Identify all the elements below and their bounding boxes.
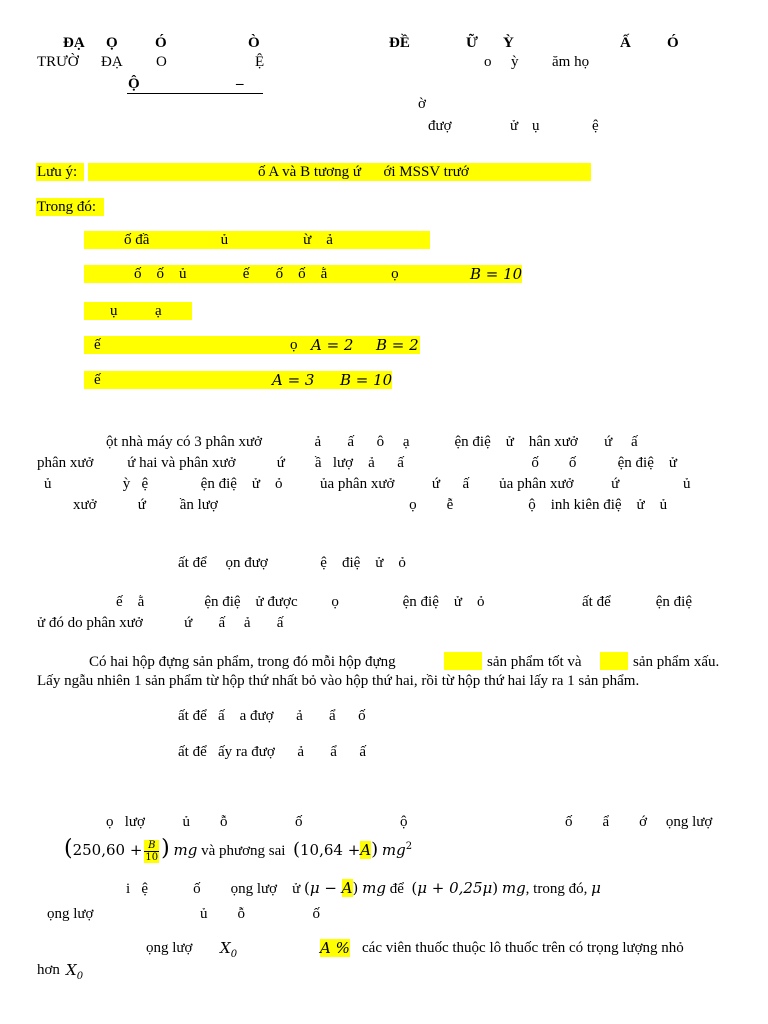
q3-math-hl: A % (320, 939, 350, 957)
q3-text: i ệ (126, 881, 149, 897)
q3-text: ọ lượ ủ ỗ ố ộ ố ẩ ớ ọng lượ (106, 814, 713, 830)
where-math: B = 10 (340, 371, 393, 389)
unit: mg (501, 879, 526, 897)
q3-text: các viên thuốc thuộc lô thuốc trên có trọng lượng nhỏ (362, 940, 684, 956)
q1-text: ủ ỳ ệ ện điệ ử ỏ ủa phân xưở ứ ấ ủa phân xưở ứ ủ (44, 476, 691, 492)
q2-text: sản phẩm xấu. (633, 654, 720, 670)
highlight (84, 336, 420, 354)
where-item: ố ố ủ ế ố ố ằ ọ (134, 266, 399, 282)
q3-text: ử (292, 881, 301, 897)
q1-part-a: ất để ọn đượ ệ điệ ử ỏ (178, 555, 406, 571)
header-text: Ệ (255, 54, 265, 70)
q3-text: ủ ỗ ố (200, 906, 320, 922)
header-text: Ỳ (503, 35, 514, 51)
where-label: Trong đó: (37, 199, 97, 215)
q1-text: xưở ứ ần lượ ọ ễ ộ inh kiên điệ ử ủ (73, 497, 668, 513)
q3-text: ọng lượ (230, 881, 278, 897)
q3-var: 10,64 + (300, 841, 361, 859)
where-math: B = 2 (376, 336, 419, 354)
q3-text: để (389, 881, 404, 897)
header-text: Ọ (106, 35, 118, 51)
q3-text: hơn (37, 962, 60, 978)
note-label: Lưu ý: (37, 164, 78, 180)
highlight (444, 652, 482, 670)
note-text: ố A và B tương ứ ới MSSV trướ (258, 164, 469, 180)
q1-part-b: ế ằ ện điệ ử được ọ ện điệ ử ỏ ất để ện điệ (116, 594, 692, 610)
where-math: A = 3 (272, 371, 315, 389)
mean-fraction: $\frac{B}{10}$ (145, 840, 159, 864)
header-text: ĐẠ (63, 35, 85, 51)
q3-line3: i ệ ố ọng lượ ử (μ − A) mg để (μ + 0,25μ) mg, trong đó, μ (126, 879, 601, 897)
q3-formula: (250,60 + $\frac{B}{10}$ ) mg và phương sai (10,64 +A) $mg^2$ (64, 836, 413, 864)
q3-math: μ + 0,25μ (417, 879, 493, 897)
q2-text: Có hai hộp đựng sản phẩm, trong đó mỗi hộp đựng (89, 654, 396, 670)
header-text: ĐỀ (389, 35, 410, 51)
header-text: Ò (248, 35, 260, 51)
q3-text: , trong đó, (525, 881, 588, 897)
highlight (600, 652, 628, 670)
header-text: đượ (428, 118, 452, 134)
where-item: ụ ạ (110, 303, 162, 319)
header-text: Ó (667, 35, 679, 51)
q3-mean: 250,60 + (72, 841, 143, 859)
header-text: ỳ (511, 54, 519, 70)
header-text: O (156, 54, 167, 70)
header-text: Ữ (466, 35, 478, 51)
unit: mg (381, 841, 406, 859)
q3-math: $X_0$ (66, 961, 84, 982)
header-text: ờ (418, 96, 426, 112)
q3-math-hl: A (341, 879, 353, 897)
q3-text: và phương sai (201, 843, 286, 859)
unit: mg (362, 879, 386, 897)
where-item: ế (94, 337, 101, 353)
header-text: ĐẠ (101, 54, 123, 70)
q1-text: ột nhà máy có 3 phân xưở ả ấ ô ạ ện điệ ử hân xưở ứ ấ (106, 434, 638, 450)
header-text: – (236, 76, 244, 92)
header-text: Ấ (620, 35, 631, 51)
q2-text: Lấy ngẫu nhiên 1 sản phẩm từ hộp thứ nhất bỏ vào hộp thứ hai, rồi từ hộp thứ hai lấy ra 1 sản phẩm. (37, 673, 640, 689)
where-math: A = 2 (311, 336, 354, 354)
where-item: ọ (290, 337, 298, 353)
header-text: ăm họ (552, 54, 590, 70)
q3-text: ố (193, 881, 201, 897)
exponent: 2 (405, 841, 413, 852)
q3-text: ọng lượ (146, 940, 193, 956)
q3-math: μ (591, 879, 601, 897)
where-math: B = 10 (470, 265, 523, 283)
q3-math: μ − (309, 879, 342, 897)
q1-text: phân xưở ứ hai và phân xưở ứ ầ lượ ả ấ ố ố ện điệ ử (37, 455, 677, 471)
unit: mg (173, 841, 198, 859)
header-text: ệ (592, 118, 599, 134)
q3-var-hl: A (360, 841, 372, 859)
header-text: o (484, 54, 492, 70)
header-text: ụ (532, 118, 540, 134)
where-item: ố đầ ủ ừ ả (124, 232, 333, 248)
header-text: ử (510, 118, 519, 134)
q3-math: $X_0$ (220, 939, 238, 960)
q1-part-b: ử đó do phân xưở ứ ấ ả ấ (37, 615, 284, 631)
q2-part-a: ất để ấ a đượ ả ẩ ố (178, 708, 366, 724)
header-text: TRƯỜ (37, 54, 79, 70)
q3-text: ọng lượ (47, 906, 94, 922)
header-underline (127, 93, 263, 94)
header-text: Ộ (128, 76, 140, 92)
q2-text: sản phẩm tốt và (487, 654, 582, 670)
where-item: ế (94, 372, 101, 388)
q2-part-b: ất để ấy ra đượ ả ẩ ấ (178, 744, 367, 760)
header-text: Ó (155, 35, 167, 51)
